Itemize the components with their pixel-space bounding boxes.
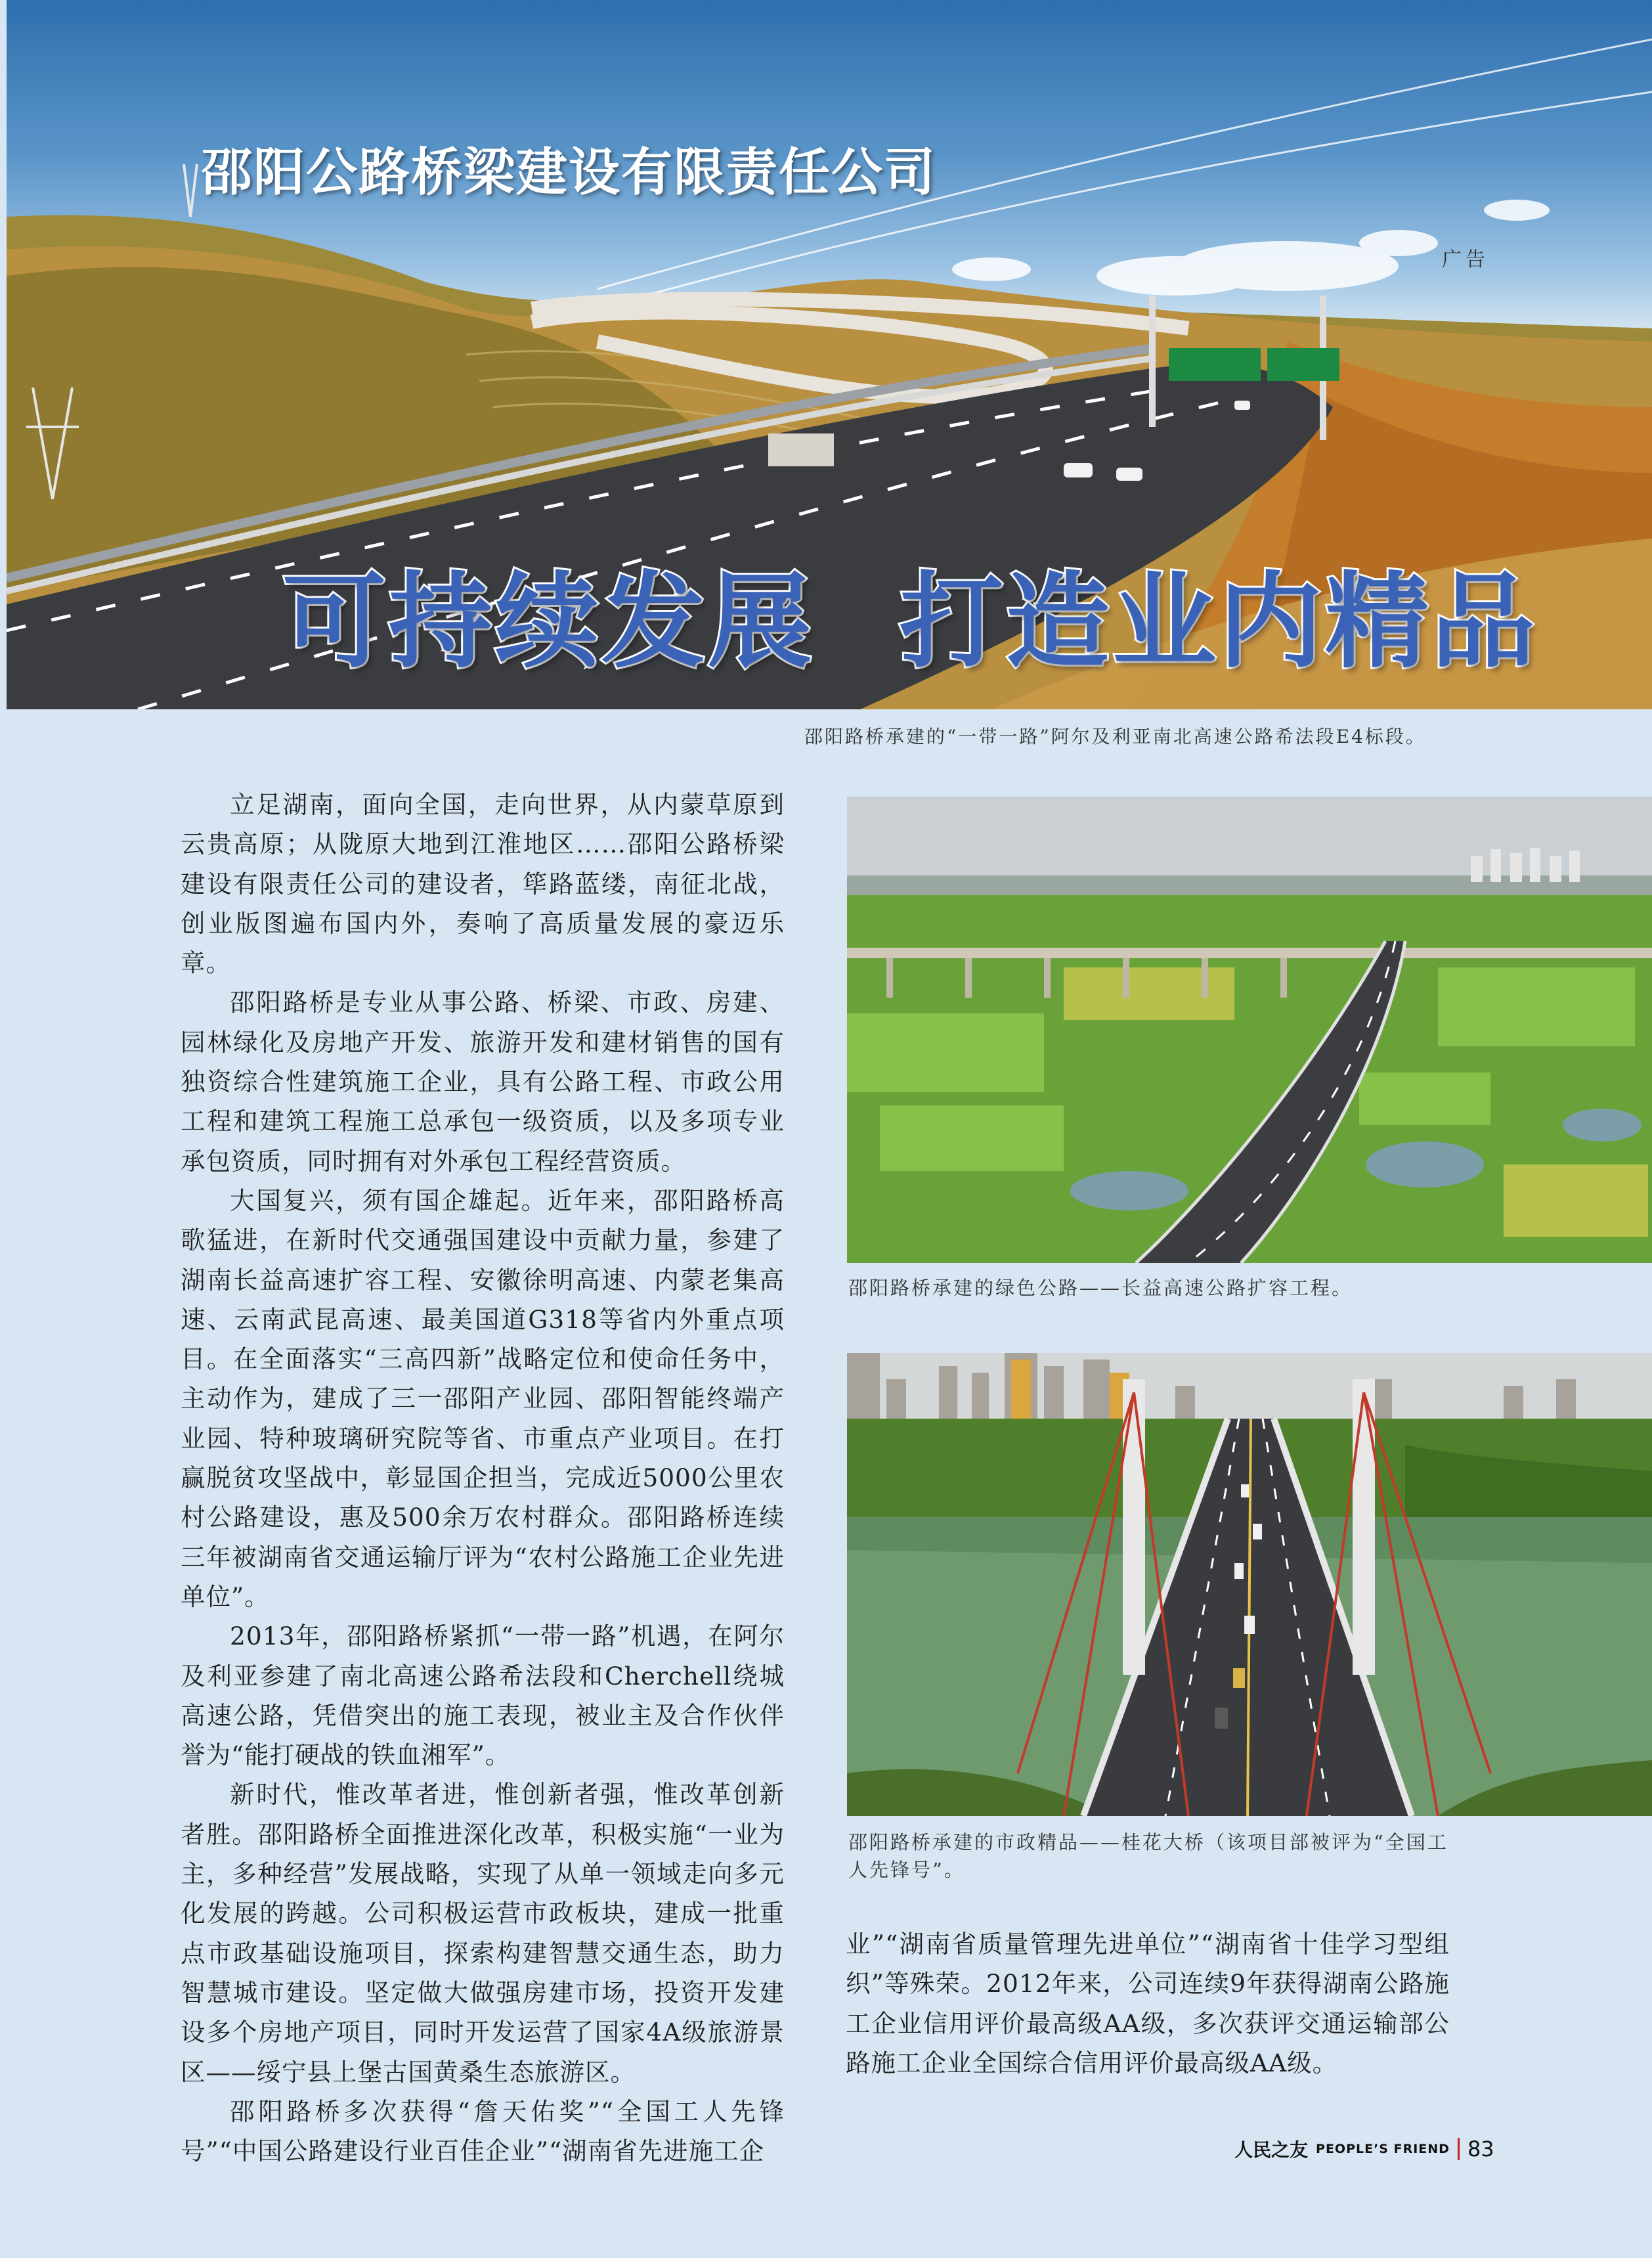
article-left-column xyxy=(181,785,785,2171)
footer-divider xyxy=(1458,2138,1460,2160)
bridge-illustration xyxy=(847,1353,1652,1816)
article-paragraph: 新时代，惟改革者进，惟创新者强，惟改革创新者胜。邵阳路桥全面推进深化改革，积极实施“一业为主，多种经营”发展战略，实现了从单一领域走向多元化发展的跨越。公司积极运营市政板块，建成一批重点市政基础设施项目，探索构建智慧交通生态，助力智慧城市建设。坚定做大做强房建市场，投资开发建设多个房地产项目，同时开发运营了国家4A级旅游景区——绥宁县上堡古国黄桑生态旅游区。 xyxy=(181,1780,785,2087)
green-highway-illustration xyxy=(847,797,1652,1263)
article-paragraph: 业”“湖南省质量管理先进单位”“湖南省十佳学习型组织”等殊荣。2012年来，公司连续9年获得湖南公路施工企业信用评价最高级AA级，多次获评交通运输部公路施工企业全国综合信用评价最高级AA级。 xyxy=(846,1930,1450,2077)
article-paragraph: 2013年，邵阳路桥紧抓“一带一路”机遇，在阿尔及利亚参建了南北高速公路希法段和Cherchell绕城高速公路，凭借突出的施工表现，被业主及合作伙伴誉为“能打硬战的铁血湘军”。 xyxy=(181,1622,785,1770)
page-footer xyxy=(1234,2136,1494,2162)
article-paragraph: 邵阳路桥多次获得“詹天佑奖”“全国工人先锋号”“中国公路建设行业百佳企业”“湖南省先进施工企 xyxy=(181,2096,785,2166)
hero-title xyxy=(282,539,1538,688)
article-paragraph: 大国复兴，须有国企雄起。近年来，邵阳路桥高歌猛进，在新时代交通强国建设中贡献力量，参建了湖南长益高速扩容工程、安徽徐明高速、内蒙老集高速、云南武昆高速、最美国道G318等省内外重点项目。在全面落实“三高四新”战略定位和使命任务中，主动作为，建成了三一邵阳产业园、邵阳智能终端产业园、特种玻璃研究院等省、市重点产业项目。在打赢脱贫攻坚战中，彰显国企担当，完成近5000公里农村公路建设，惠及500余万农村群众。邵阳路桥连续三年被湖南省交通运输厅评为“农村公路施工企业先进单位”。 xyxy=(181,1185,785,1611)
article-right-column xyxy=(846,1924,1450,2083)
photo-guihua-bridge xyxy=(847,1353,1652,1816)
hero-photo xyxy=(7,0,1652,709)
photo-green-highway xyxy=(847,797,1652,1263)
hero-title-part2: 打造业内精品 xyxy=(900,562,1538,682)
magazine-name-cn: 人民之友 xyxy=(1234,2139,1309,2161)
hero-title-part1: 可持续发展 xyxy=(282,562,814,682)
ad-label: 广告 xyxy=(1442,248,1489,271)
article-paragraph: 邵阳路桥是专业从事公路、桥梁、市政、房建、园林绿化及房地产开发、旅游开发和建材销售的国有独资综合性建筑施工企业，具有公路工程、市政公用工程和建筑工程施工总承包一级资质，以及多项专业承包资质，同时拥有对外承包工程经营资质。 xyxy=(181,988,785,1176)
hero-caption: 邵阳路桥承建的“一带一路”阿尔及利亚南北高速公路希法段E4标段。 xyxy=(804,726,1426,747)
magazine-name-en: PEOPLE’S FRIEND xyxy=(1316,2142,1450,2156)
photo1-caption: 邵阳路桥承建的绿色公路——长益高速公路扩容工程。 xyxy=(848,1277,1353,1299)
company-name: 邵阳公路桥梁建设有限责任公司 xyxy=(201,143,937,202)
photo2-caption: 邵阳路桥承建的市政精品——桂花大桥（该项目部被评为“全国工人先锋号”。 xyxy=(848,1831,1448,1881)
page-number: 83 xyxy=(1467,2136,1494,2161)
article-paragraph: 立足湖南，面向全国，走向世界，从内蒙草原到云贵高原；从陇原大地到江淮地区……邵阳公路桥梁建设有限责任公司的建设者，筚路蓝缕，南征北战，创业版图遍布国内外，奏响了高质量发展的豪迈乐章。 xyxy=(181,790,785,978)
